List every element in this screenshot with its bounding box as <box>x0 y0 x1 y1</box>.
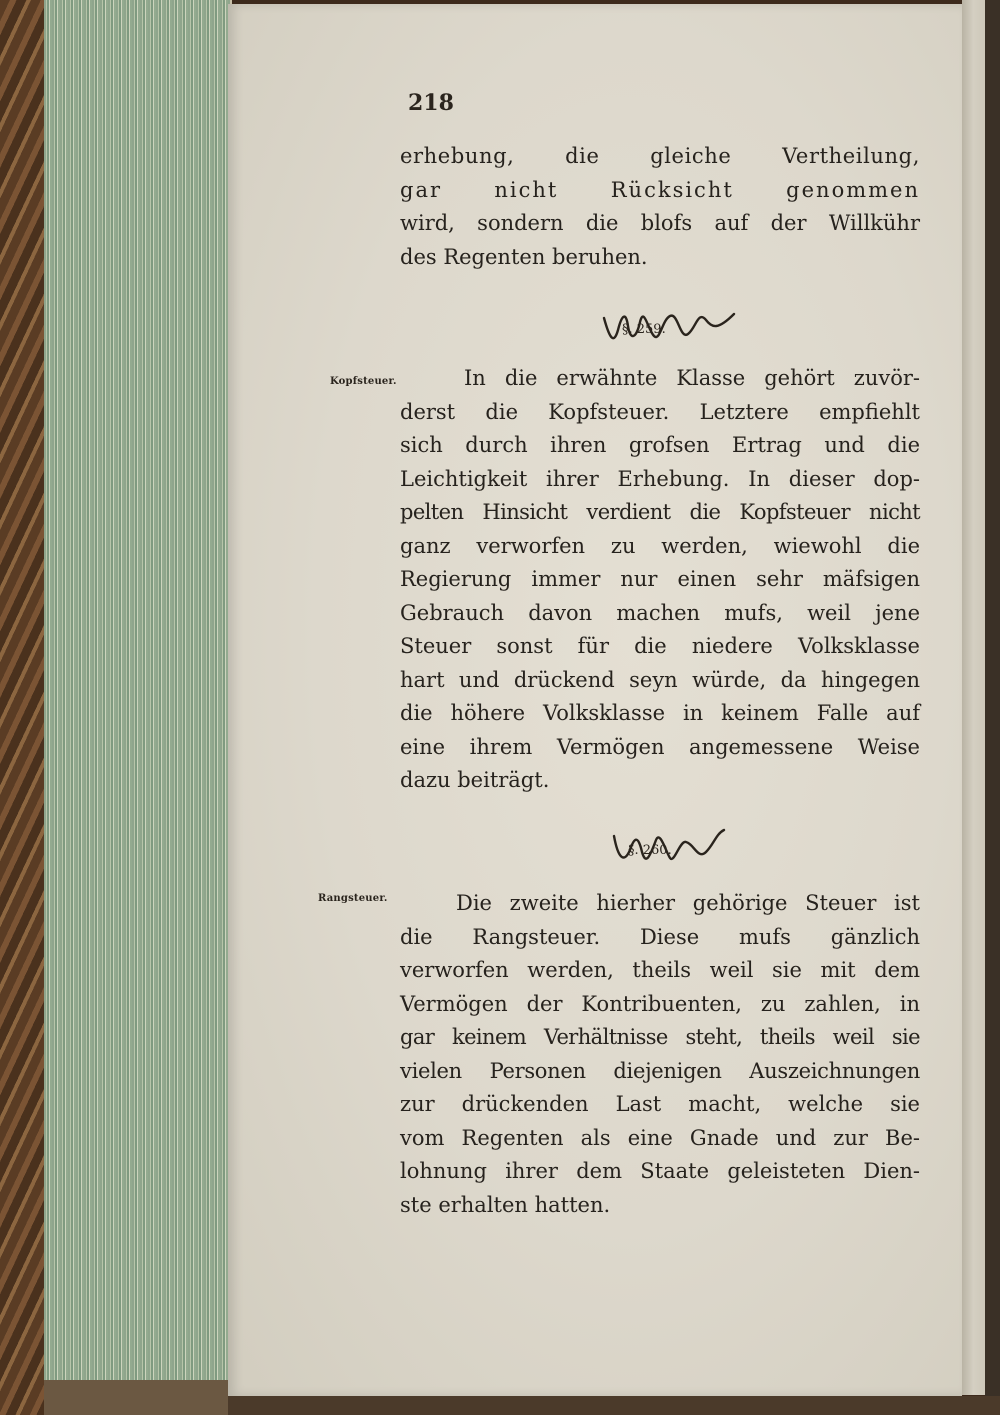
book-cover-marbled <box>0 0 48 1415</box>
text-line: pelten Hinsicht verdient die Kopfsteuer nicht <box>400 500 920 524</box>
text-line: Leichtigkeit ihrer Erhebung. In dieser dop- <box>400 466 920 491</box>
text-line: gar nicht Rücksicht genommen <box>400 177 920 202</box>
page-edges <box>44 0 232 1395</box>
margin-note-rangsteuer: Rangsteuer. <box>318 893 388 904</box>
text-line: ste erhalten hatten. <box>400 1192 611 1217</box>
text-line: vielen Personen diejenigen Auszeichnungen <box>400 1058 920 1083</box>
book-bottom-edge <box>44 1380 234 1415</box>
text-line: Die zweite hierher gehörige Steuer ist <box>456 891 920 915</box>
text-line: des Regenten beruhen. <box>400 244 648 269</box>
text-line: dazu beiträgt. <box>400 768 550 792</box>
paragraph-kopfsteuer <box>400 362 920 798</box>
section-mark-259 <box>600 300 740 350</box>
text-line: wird, sondern die blofs auf der Willkühr <box>400 211 920 235</box>
text-line: Steuer sonst für die niedere Volksklasse <box>400 634 920 658</box>
text-line: zur drückenden Last macht, welche sie <box>400 1092 920 1116</box>
text-line: derst die Kopfsteuer. Letztere empfiehlt <box>400 399 920 424</box>
text-line: verworfen werden, theils weil sie mit dem <box>400 958 920 982</box>
text-line: eine ihrem Vermögen angemessene Weise <box>400 734 920 759</box>
text-line: vom Regenten als eine Gnade und zur Be- <box>400 1125 920 1150</box>
margin-note-kopfsteuer: Kopfsteuer. <box>330 376 397 387</box>
text-line: die Rangsteuer. Diese mufs gänzlich <box>400 924 920 949</box>
paragraph-continuation <box>400 140 920 274</box>
text-line: hart und drückend seyn würde, da hingegen <box>400 667 920 692</box>
text-line: die höhere Volksklasse in keinem Falle auf <box>400 701 920 725</box>
text-line: ganz verworfen zu werden, wiewohl die <box>400 533 920 558</box>
text-line: Gebrauch davon machen mufs, weil jene <box>400 600 920 625</box>
background-right <box>985 0 1000 1415</box>
text-line: Vermögen der Kontribuenten, zu zahlen, in <box>400 991 920 1016</box>
text-line: In die erwähnte Klasse gehört zuvör- <box>464 366 920 390</box>
text-line: gar keinem Verhältnisse steht, theils weil sie <box>400 1025 920 1049</box>
section-mark-260 <box>610 822 730 872</box>
text-line: Regierung immer nur einen sehr mäfsigen <box>400 567 920 591</box>
section-mark-text: §. 259. <box>622 322 666 337</box>
text-line: lohnung ihrer dem Staate geleisteten Dien- <box>400 1159 920 1183</box>
background-bottom <box>228 1396 1000 1415</box>
text-line: sich durch ihren grofsen Ertrag und die <box>400 433 920 457</box>
paragraph-rangsteuer <box>400 887 920 1222</box>
section-mark-text: §. 260. <box>628 843 672 858</box>
page-number: 218 <box>408 90 454 116</box>
text-line: erhebung, die gleiche Vertheilung, <box>400 144 920 168</box>
